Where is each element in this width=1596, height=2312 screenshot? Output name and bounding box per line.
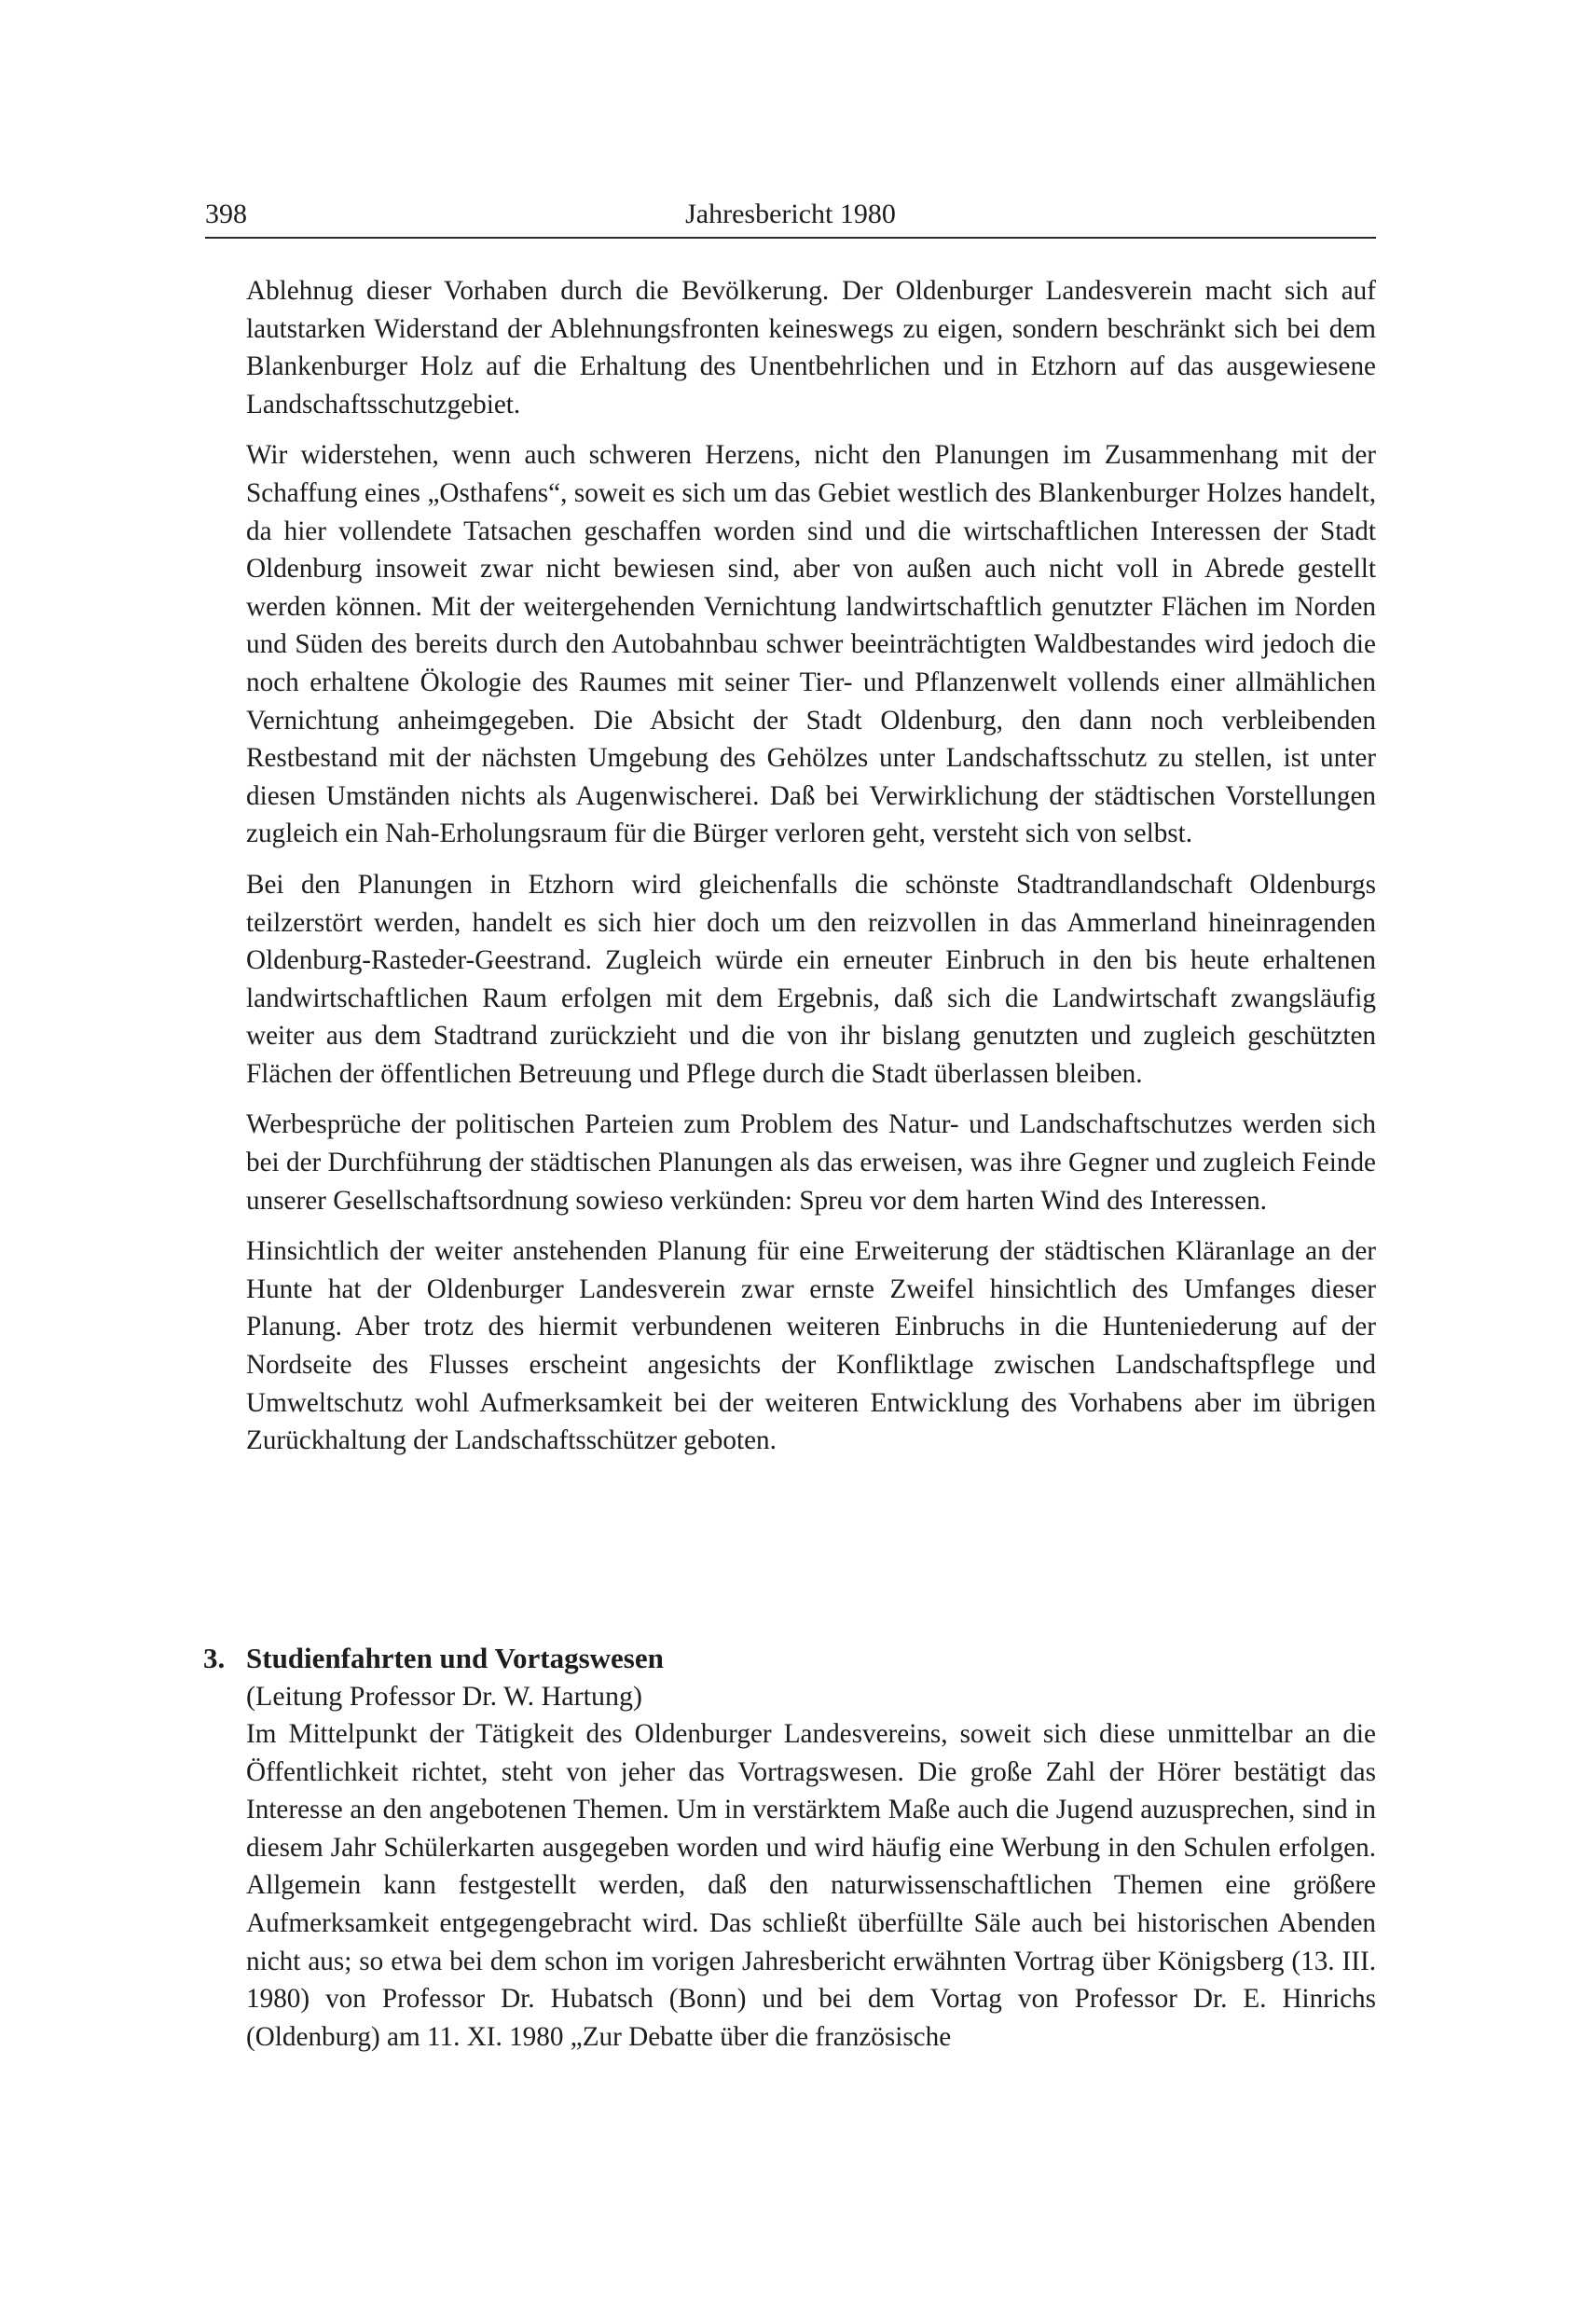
page-number: 398: [205, 199, 247, 229]
section-body: [246, 1678, 1376, 2056]
paragraph-3: Bei den Planungen in Etzhorn wird gleichenfalls die schönste Stadtrandlandschaft Oldenburgs teilzerstört werden, handelt es sich hier doch um den reizvollen in das Ammerland hineinragenden Oldenburg-Rasteder-Geestrand. Zugleich würde ein erneuter Einbruch in den bis heute erhaltenen landwirtschaftlichen Raum erfolgen mit dem Ergebnis, daß sich die Landwirtschaft zwangsläufig weiter aus dem Stadtrand zurückzieht und die von ihr bislang genutzten und zugleich geschützten Flächen der öffentlichen Betreuung und Pflege durch die Stadt überlassen bleiben.: [246, 869, 1376, 1089]
section-heading: [203, 1639, 1376, 1678]
paragraph-5: Hinsichtlich der weiter anstehenden Planung für eine Erweiterung der städtischen Kläranlage an der Hunte hat der Oldenburger Landesverein zwar ernste Zweifel hinsichtlich des Umfanges dieser Planung. Aber trotz des hiermit verbundenen weiteren Einbruchs in die Hunteniederung auf der Nordseite des Flusses erscheint angesichts der Konfliktlage zwischen Landschaftspflege und Umweltschutz wohl Aufmerksamkeit bei der weiteren Entwicklung des Vorhabens aber im übrigen Zurückhaltung der Landschaftsschützer geboten.: [246, 1236, 1376, 1456]
section-subtitle: (Leitung Professor Dr. W. Hartung): [246, 1681, 642, 1712]
section-number: 3.: [203, 1642, 226, 1674]
paragraph-2: Wir widerstehen, wenn auch schweren Herzens, nicht den Planungen im Zusammenhang mit der Schaffung eines „Osthafens“, soweit es sich um das Gebiet westlich des Blankenburger Holzes handelt, da hier vollendete Tatsachen geschaffen worden sind und die wirtschaftlichen Interessen der Stadt Oldenburg insoweit zwar nicht bewiesen sind, aber von außen auch nicht voll in Abrede gestellt werden können. Mit der weitergehenden Vernichtung landwirtschaftlich genutzter Flächen im Norden und Süden des bereits durch den Autobahnbau schwer beeinträchtigten Waldbestandes wird jedoch die noch erhaltene Ökologie des Raumes mit seiner Tier- und Pflanzenwelt vollends einer allmählichen Vernichtung anheimgegeben. Die Absicht der Stadt Oldenburg, den dann noch verbleibenden Restbestand mit der nächsten Umgebung des Gehölzes unter Landschaftsschutz zu stellen, ist unter diesen Umständen nichts als Augenwischerei. Daß bei Verwirklichung der städtischen Vorstellungen zugleich ein Nah-Erholungsraum für die Bürger verloren geht, versteht sich von selbst.: [246, 440, 1376, 849]
paragraph-1: Ablehnug dieser Vorhaben durch die Bevölkerung. Der Oldenburger Landesverein macht sich auf lautstarken Widerstand der Ablehnungsfronten keineswegs zu eigen, sondern beschränkt sich bei dem Blankenburger Holz auf die Erhaltung des Unentbehrlichen und in Etzhorn auf das ausgewiesene Landschaftsschutzgebiet.: [246, 276, 1376, 420]
page-header: [205, 192, 1376, 239]
section-title: Studienfahrten und Vortagswesen: [246, 1642, 664, 1674]
body-text: [246, 272, 1376, 1460]
section-paragraph: Im Mittelpunkt der Tätigkeit des Oldenburger Landesvereins, soweit sich diese unmittelbar an die Öffentlichkeit richtet, steht von jeher das Vortragswesen. Die große Zahl der Hörer bestätigt das Interesse an den angebotenen Themen. Um in verstärktem Maße auch die Jugend auzusprechen, sind in diesem Jahr Schülerkarten ausgegeben worden und wird häufig eine Werbung in den Schulen erfolgen. Allgemein kann festgestellt werden, daß den naturwissenschaftlichen Themen eine größere Aufmerksamkeit entgegengebracht wird. Das schließt überfüllte Säle auch bei historischen Abenden nicht aus; so etwa bei dem schon im vorigen Jahresbericht erwähnten Vortrag über Königsberg (13. III. 1980) von Professor Dr. Hubatsch (Bonn) und bei dem Vortag von Professor Dr. E. Hinrichs (Oldenburg) am 11. XI. 1980 „Zur Debatte über die französische: [246, 1719, 1376, 2052]
paragraph-4: Werbesprüche der politischen Parteien zum Problem des Natur- und Landschaftschutzes werden sich bei der Durchführung der städtischen Planungen als das erweisen, was ihre Gegner und zugleich Feinde unserer Gesellschaftsordnung sowieso verkünden: Spreu vor dem harten Wind des Interessen.: [246, 1109, 1376, 1216]
running-title: Jahresbericht 1980: [685, 199, 896, 229]
section-3: [203, 1639, 1376, 2056]
